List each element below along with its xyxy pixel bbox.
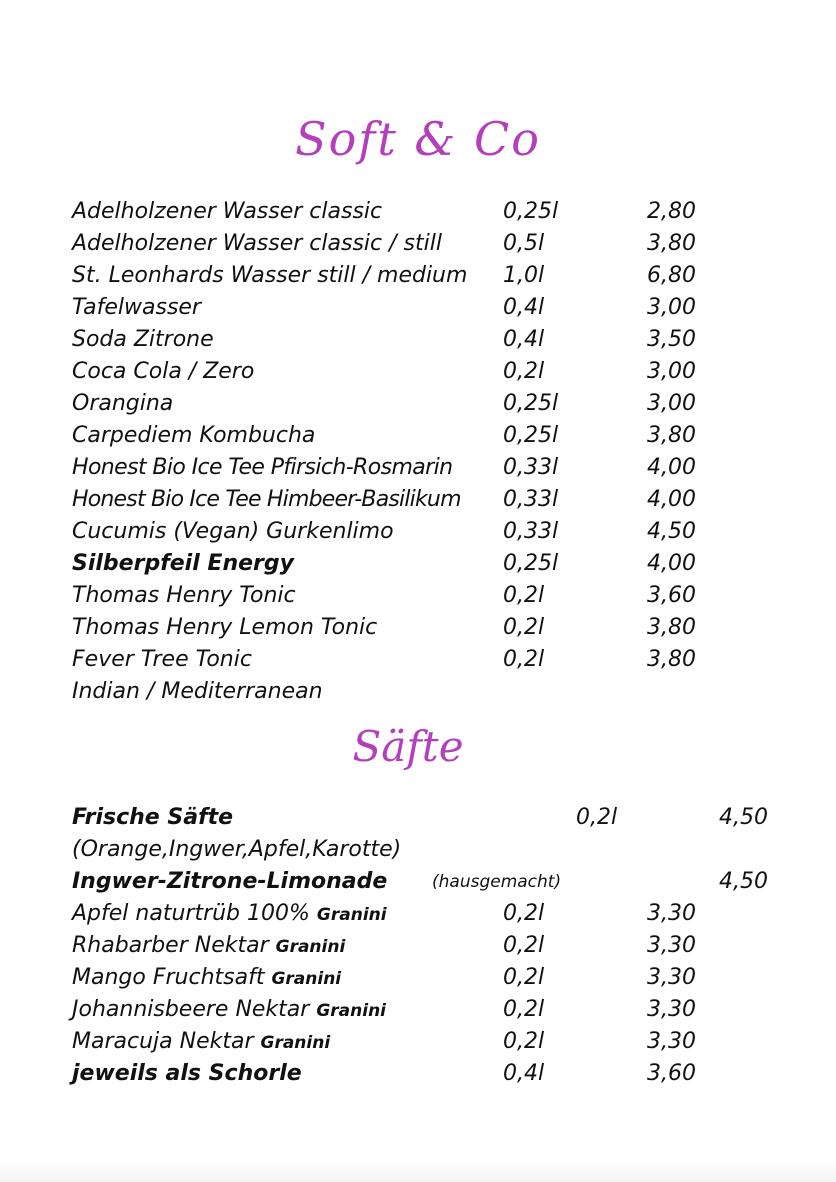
item-size: 0,2l — [503, 901, 545, 926]
menu-item — [0, 580, 836, 612]
item-brand: Granini — [275, 937, 346, 957]
item-name: Mango Fruchtsaft — [72, 965, 265, 990]
item-size: 0,2l — [503, 615, 545, 640]
item-size: 0,25l — [503, 391, 559, 416]
item-price: 4,00 — [647, 487, 696, 512]
item-label — [72, 962, 341, 995]
item-name: Indian / Mediterranean — [72, 679, 323, 704]
item-name: Frische Säfte — [72, 805, 234, 830]
item-size: 0,33l — [503, 487, 559, 512]
item-price: 3,30 — [647, 1029, 696, 1054]
menu-item — [0, 802, 836, 834]
item-name: St. Leonhards Wasser still / medium — [72, 263, 468, 288]
item-name: Orangina — [72, 391, 174, 416]
item-description: (Orange,Ingwer,Apfel,Karotte) — [72, 837, 402, 862]
item-name: Carpediem Kombucha — [72, 423, 316, 448]
menu-item — [0, 1058, 836, 1090]
item-name: jeweils als Schorle — [72, 1061, 302, 1086]
item-name: Johannisbeere Nektar — [72, 997, 310, 1022]
item-price: 3,80 — [647, 231, 696, 256]
item-price: 2,80 — [647, 199, 696, 224]
menu-item — [0, 324, 836, 356]
item-size: 0,4l — [503, 1061, 545, 1086]
item-name: Thomas Henry Lemon Tonic — [72, 615, 378, 640]
item-price: 6,80 — [647, 263, 696, 288]
menu-item — [0, 388, 836, 420]
section-title-saefte: Säfte — [352, 722, 464, 771]
item-name: Adelholzener Wasser classic — [72, 199, 383, 224]
menu-item — [0, 420, 836, 452]
item-price: 4,00 — [647, 551, 696, 576]
item-name: Rhabarber Nektar — [72, 933, 269, 958]
item-price: 4,00 — [647, 455, 696, 480]
item-price: 3,80 — [647, 647, 696, 672]
menu-item — [0, 612, 836, 644]
menu-item — [0, 196, 836, 228]
item-price: 3,60 — [647, 583, 696, 608]
item-note: (hausgemacht) — [432, 872, 562, 892]
item-name: Ingwer-Zitrone-Limonade — [72, 869, 388, 894]
item-label — [72, 930, 345, 963]
item-size: 0,25l — [503, 551, 559, 576]
item-size: 0,4l — [503, 327, 545, 352]
item-size: 0,4l — [503, 295, 545, 320]
item-price: 3,30 — [647, 997, 696, 1022]
item-size: 0,33l — [503, 519, 559, 544]
item-name: Silberpfeil Energy — [72, 551, 294, 576]
menu-item-note — [0, 834, 836, 866]
item-size: 0,5l — [503, 231, 545, 256]
item-price: 4,50 — [719, 805, 768, 830]
item-price: 3,30 — [647, 933, 696, 958]
item-size: 0,2l — [576, 805, 618, 830]
item-brand: Granini — [271, 969, 342, 989]
item-size: 0,2l — [503, 1029, 545, 1054]
item-brand: Granini — [316, 1001, 386, 1021]
menu-item — [0, 452, 836, 484]
item-size: 0,33l — [503, 455, 559, 480]
item-brand: Granini — [316, 905, 387, 925]
item-size: 0,2l — [503, 583, 545, 608]
item-name: Cucumis (Vegan) Gurkenlimo — [72, 519, 394, 544]
item-size: 0,25l — [503, 423, 559, 448]
item-name: Adelholzener Wasser classic / still — [72, 231, 442, 256]
item-price: 3,80 — [647, 423, 696, 448]
menu-item-note — [0, 676, 836, 708]
item-label — [72, 898, 387, 931]
item-price: 3,00 — [647, 391, 696, 416]
menu-item — [0, 228, 836, 260]
item-size: 0,2l — [503, 647, 545, 672]
item-label — [72, 1026, 330, 1059]
item-price: 3,30 — [647, 901, 696, 926]
item-price: 3,50 — [647, 327, 696, 352]
item-price: 3,60 — [647, 1061, 696, 1086]
item-brand: Granini — [260, 1033, 331, 1053]
page-bottom-edge — [0, 1163, 836, 1182]
menu-item — [0, 292, 836, 324]
item-name: Apfel naturtrüb 100% — [72, 901, 310, 926]
item-price: 3,80 — [647, 615, 696, 640]
menu-item — [0, 866, 836, 898]
item-name: Fever Tree Tonic — [72, 647, 252, 672]
menu-item — [0, 930, 836, 962]
item-label — [72, 994, 386, 1027]
item-name: Honest Bio Ice Tee Himbeer-Basilikum — [72, 487, 461, 512]
item-name: Thomas Henry Tonic — [72, 583, 296, 608]
section-title-soft-co: Soft & Co — [295, 112, 541, 166]
item-price: 3,30 — [647, 965, 696, 990]
item-price: 4,50 — [719, 869, 768, 894]
item-size: 0,2l — [503, 933, 545, 958]
menu-item — [0, 516, 836, 548]
item-price: 3,00 — [647, 295, 696, 320]
menu-item — [0, 644, 836, 676]
item-size: 0,2l — [503, 359, 545, 384]
item-size: 0,2l — [503, 997, 545, 1022]
menu-item — [0, 962, 836, 994]
item-size: 0,2l — [503, 965, 545, 990]
item-name: Soda Zitrone — [72, 327, 214, 352]
menu-item — [0, 260, 836, 292]
item-name: Coca Cola / Zero — [72, 359, 255, 384]
menu-item — [0, 994, 836, 1026]
menu-item — [0, 356, 836, 388]
menu-item — [0, 484, 836, 516]
item-price: 3,00 — [647, 359, 696, 384]
menu-item — [0, 548, 836, 580]
menu-item — [0, 898, 836, 930]
menu-item — [0, 1026, 836, 1058]
item-name: Maracuja Nektar — [72, 1029, 254, 1054]
item-size: 0,25l — [503, 199, 559, 224]
item-size: 1,0l — [503, 263, 545, 288]
item-name: Tafelwasser — [72, 295, 201, 320]
item-name: Honest Bio Ice Tee Pfirsich-Rosmarin — [72, 455, 453, 480]
item-price: 4,50 — [647, 519, 696, 544]
